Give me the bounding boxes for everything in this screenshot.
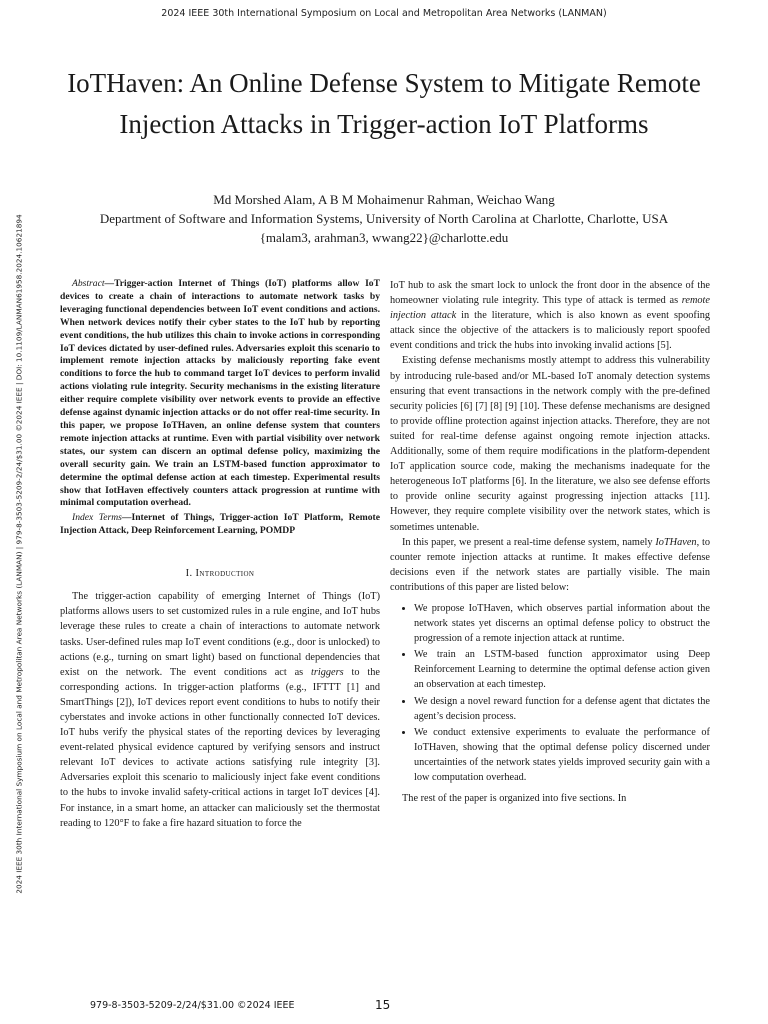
right-column xyxy=(390,278,710,806)
right-p3-emphasis: IoTHaven xyxy=(655,536,697,548)
paper-title: IoTHaven: An Online Defense System to Mitigate Remote Injection Attacks in Trigger-action IoT Platforms xyxy=(67,68,701,139)
right-paragraph-4: The rest of the paper is organized into five sections. In xyxy=(402,793,627,805)
author-block xyxy=(0,190,768,247)
intro-emphasis: triggers xyxy=(311,666,344,678)
right-p1-emphasis: remote injection attack xyxy=(390,295,710,322)
right-p1-text-b: in the literature, which is also known as event spoofing attack since the objective of the attackers is to maliciously report spoofed event conditions and trick the hubs into invoking invalid actions [5]. xyxy=(390,310,710,352)
author-names: Md Morshed Alam, A B M Mohaimenur Rahman, Weichao Wang xyxy=(213,192,555,207)
right-paragraph-2: Existing defense mechanisms mostly attempt to address this vulnerability by introducing rule-based and/or ML-based IoT anomaly detection systems ensuring that event transactions in the network comply with the pre-defined security policies [6] [7] [8] [9] [10]. These defense mechanisms are designed to provide offline protection against injection attacks. Therefore, they are not suited for real-time defense against ongoing remote injection attacks. Additionally, some of them require modifications in the platform-dependent IoT application source code, making the mechanisms inadequate for the heterogeneous IoT platforms [6]. In the literature, we also see defense efforts to provide online security against progressing injection attacks [11]. However, they require complete visibility over the network states, which is sometimes untenable. xyxy=(390,355,710,533)
section-heading-introduction: I. Introduction xyxy=(185,568,255,580)
index-terms: Index Terms—Internet of Things, Trigger-action IoT Platform, Remote Injection Attack, Deep Reinforcement Learning, POMDP xyxy=(60,512,381,537)
abstract-text: Trigger-action Internet of Things (IoT) platforms allow IoT devices to create a chain of interactions to automate network tasks by leveraging functional dependencies between IoT event conditions and actions. When network devices notify their cyber states to the IoT hub by reporting event conditions, the hub utilizes this chain to invoke actions in corresponding IoT devices dictated by user-defined rules. Adversaries exploit this scenario to implement remote injection attacks by maliciously reporting fake event conditions to force the hub to command target IoT devices to perform invalid actions violating rule integrity. Security mechanisms in the existing literature either require complete visibility over network events to provide an effective defense against dynamic injection attacks or do not offer real-time security. In this paper, we propose IoTHaven, an online defense system that counters remote injection attacks at runtime. Even with partial visibility over network states, our system can discern an optimal defense policy, maximizing the overall security gain. We train an LSTM-based function approximator to determine the optimal defense action at each timestep. Experimental results show that IotHaven effectively counters attack progression at runtime with minimal computation overhead. xyxy=(60,278,380,509)
footer-copyright: 979-8-3503-5209-2/24/$31.00 ©2024 IEEE xyxy=(90,1000,295,1011)
intro-text-b: to the corresponding actions. In trigger-action platforms (e.g., IFTTT [1] and SmartThings [2]), IoT devices report event conditions to hubs to notify their cyberstates and invoke actions in other functionally connected IoT devices. IoT hubs verify the physical states of the reporting devices by leveraging event-related physical evidence captured by verifying sensors and instruct relevant IoT devices to activate actions satisfying rule integrity [3]. Adversaries exploit this scenario to maliciously inject fake event conditions to the hubs to invoke invalid safety-critical actions in target IoT devices [4]. For instance, in a smart home, an attacker can maliciously set the thermostat reading to 120°F to fake a fire hazard situation to force the xyxy=(60,666,380,829)
contribution-list xyxy=(390,601,710,785)
right-p1-text-a: IoT hub to ask the smart lock to unlock the front door in the absence of the homeowner violating rule integrity. This type of attack is termed as xyxy=(390,280,710,307)
right-paragraph-1 xyxy=(390,278,710,353)
side-citation-text: 2024 IEEE 30th International Symposium on Local and Metropolitan Area Networks (LANMAN) | 979-8-3503-5209-2/24/$31.00 ©2024 IEEE | DOI: 10.1109/LANMAN61958.2024.10621894 xyxy=(14,214,23,894)
intro-text-a: The trigger-action capability of emerging Internet of Things (IoT) platforms allows users to set customized rules in a rule engine, and IoT hubs leverage these rules to create a chain of interactions to automate network tasks. User-defined rules map IoT event conditions (e.g., door is unlocked) to actions (e.g., turning on smart light) based on functional dependencies that exist on the network. The event conditions act as xyxy=(60,591,380,678)
abstract-label: Abstract xyxy=(72,278,105,289)
author-emails: {malam3, arahman3, wwang22}@charlotte.edu xyxy=(259,230,509,245)
index-terms-text: Internet of Things, Trigger-action IoT Platform, Remote Injection Attack, Deep Reinforcement Learning, POMDP xyxy=(60,512,381,537)
right-p3-text-a: In this paper, we present a real-time defense system, namely xyxy=(402,536,656,548)
right-p3-text-b: , to counter remote injection attacks at runtime. It makes effective defense decisions even if the network states are partially visible. The main contributions of this paper are listed below: xyxy=(390,536,710,593)
author-affiliation: Department of Software and Information Systems, University of North Carolina at Charlotte, Charlotte, USA xyxy=(99,211,669,226)
left-column xyxy=(60,278,380,831)
list-item: • We propose IoTHaven, which observes partial information about the network states yet discerns an optimal defense policy to obstruct the progression of a remote injection attack at runtime. xyxy=(414,601,710,646)
page-number: 15 xyxy=(375,998,391,1012)
conference-header: 2024 IEEE 30th International Symposium on Local and Metropolitan Area Networks (LANMAN) xyxy=(161,8,607,19)
intro-paragraph-1 xyxy=(60,589,380,831)
abstract: Abstract—Trigger-action Internet of Things (IoT) platforms allow IoT devices to create a chain of interactions to automate network tasks by leveraging functional dependencies between IoT event conditions and actions. When network devices notify their cyber states to the IoT hub by reporting event conditions, the hub utilizes this chain to invoke actions in corresponding IoT devices dictated by user-defined rules. Adversaries exploit this scenario to implement remote injection attacks by maliciously reporting fake event conditions to force the hub to command target IoT devices to perform invalid actions violating rule integrity. Security mechanisms in the existing literature either require complete visibility over network events to provide an effective defense against dynamic injection attacks or do not offer real-time security. In this paper, we propose IoTHaven, an online defense system that counters remote injection attacks at runtime. Even with partial visibility over network states, our system can discern an optimal defense policy, maximizing the overall security gain. We train an LSTM-based function approximator to determine the optimal defense action at each timestep. Experimental results show that IotHaven effectively counters attack progression at runtime with minimal computation overhead. xyxy=(60,278,380,509)
list-item: • We train an LSTM-based function approximator using Deep Reinforcement Learning to determine the optimal defense action given an observation at each timestep. xyxy=(414,647,710,692)
list-item: • We design a novel reward function for a defense agent that dictates the agent’s decision process. xyxy=(414,694,710,724)
index-terms-label: Index Terms xyxy=(72,512,122,524)
list-item: • We conduct extensive experiments to evaluate the performance of IoTHaven, showing that the optimal defense policy discerned under uncertainties of the network states yields improved security gain with a low computation overhead. xyxy=(414,725,710,785)
side-citation-strip xyxy=(13,160,24,948)
right-paragraph-3 xyxy=(390,535,710,595)
